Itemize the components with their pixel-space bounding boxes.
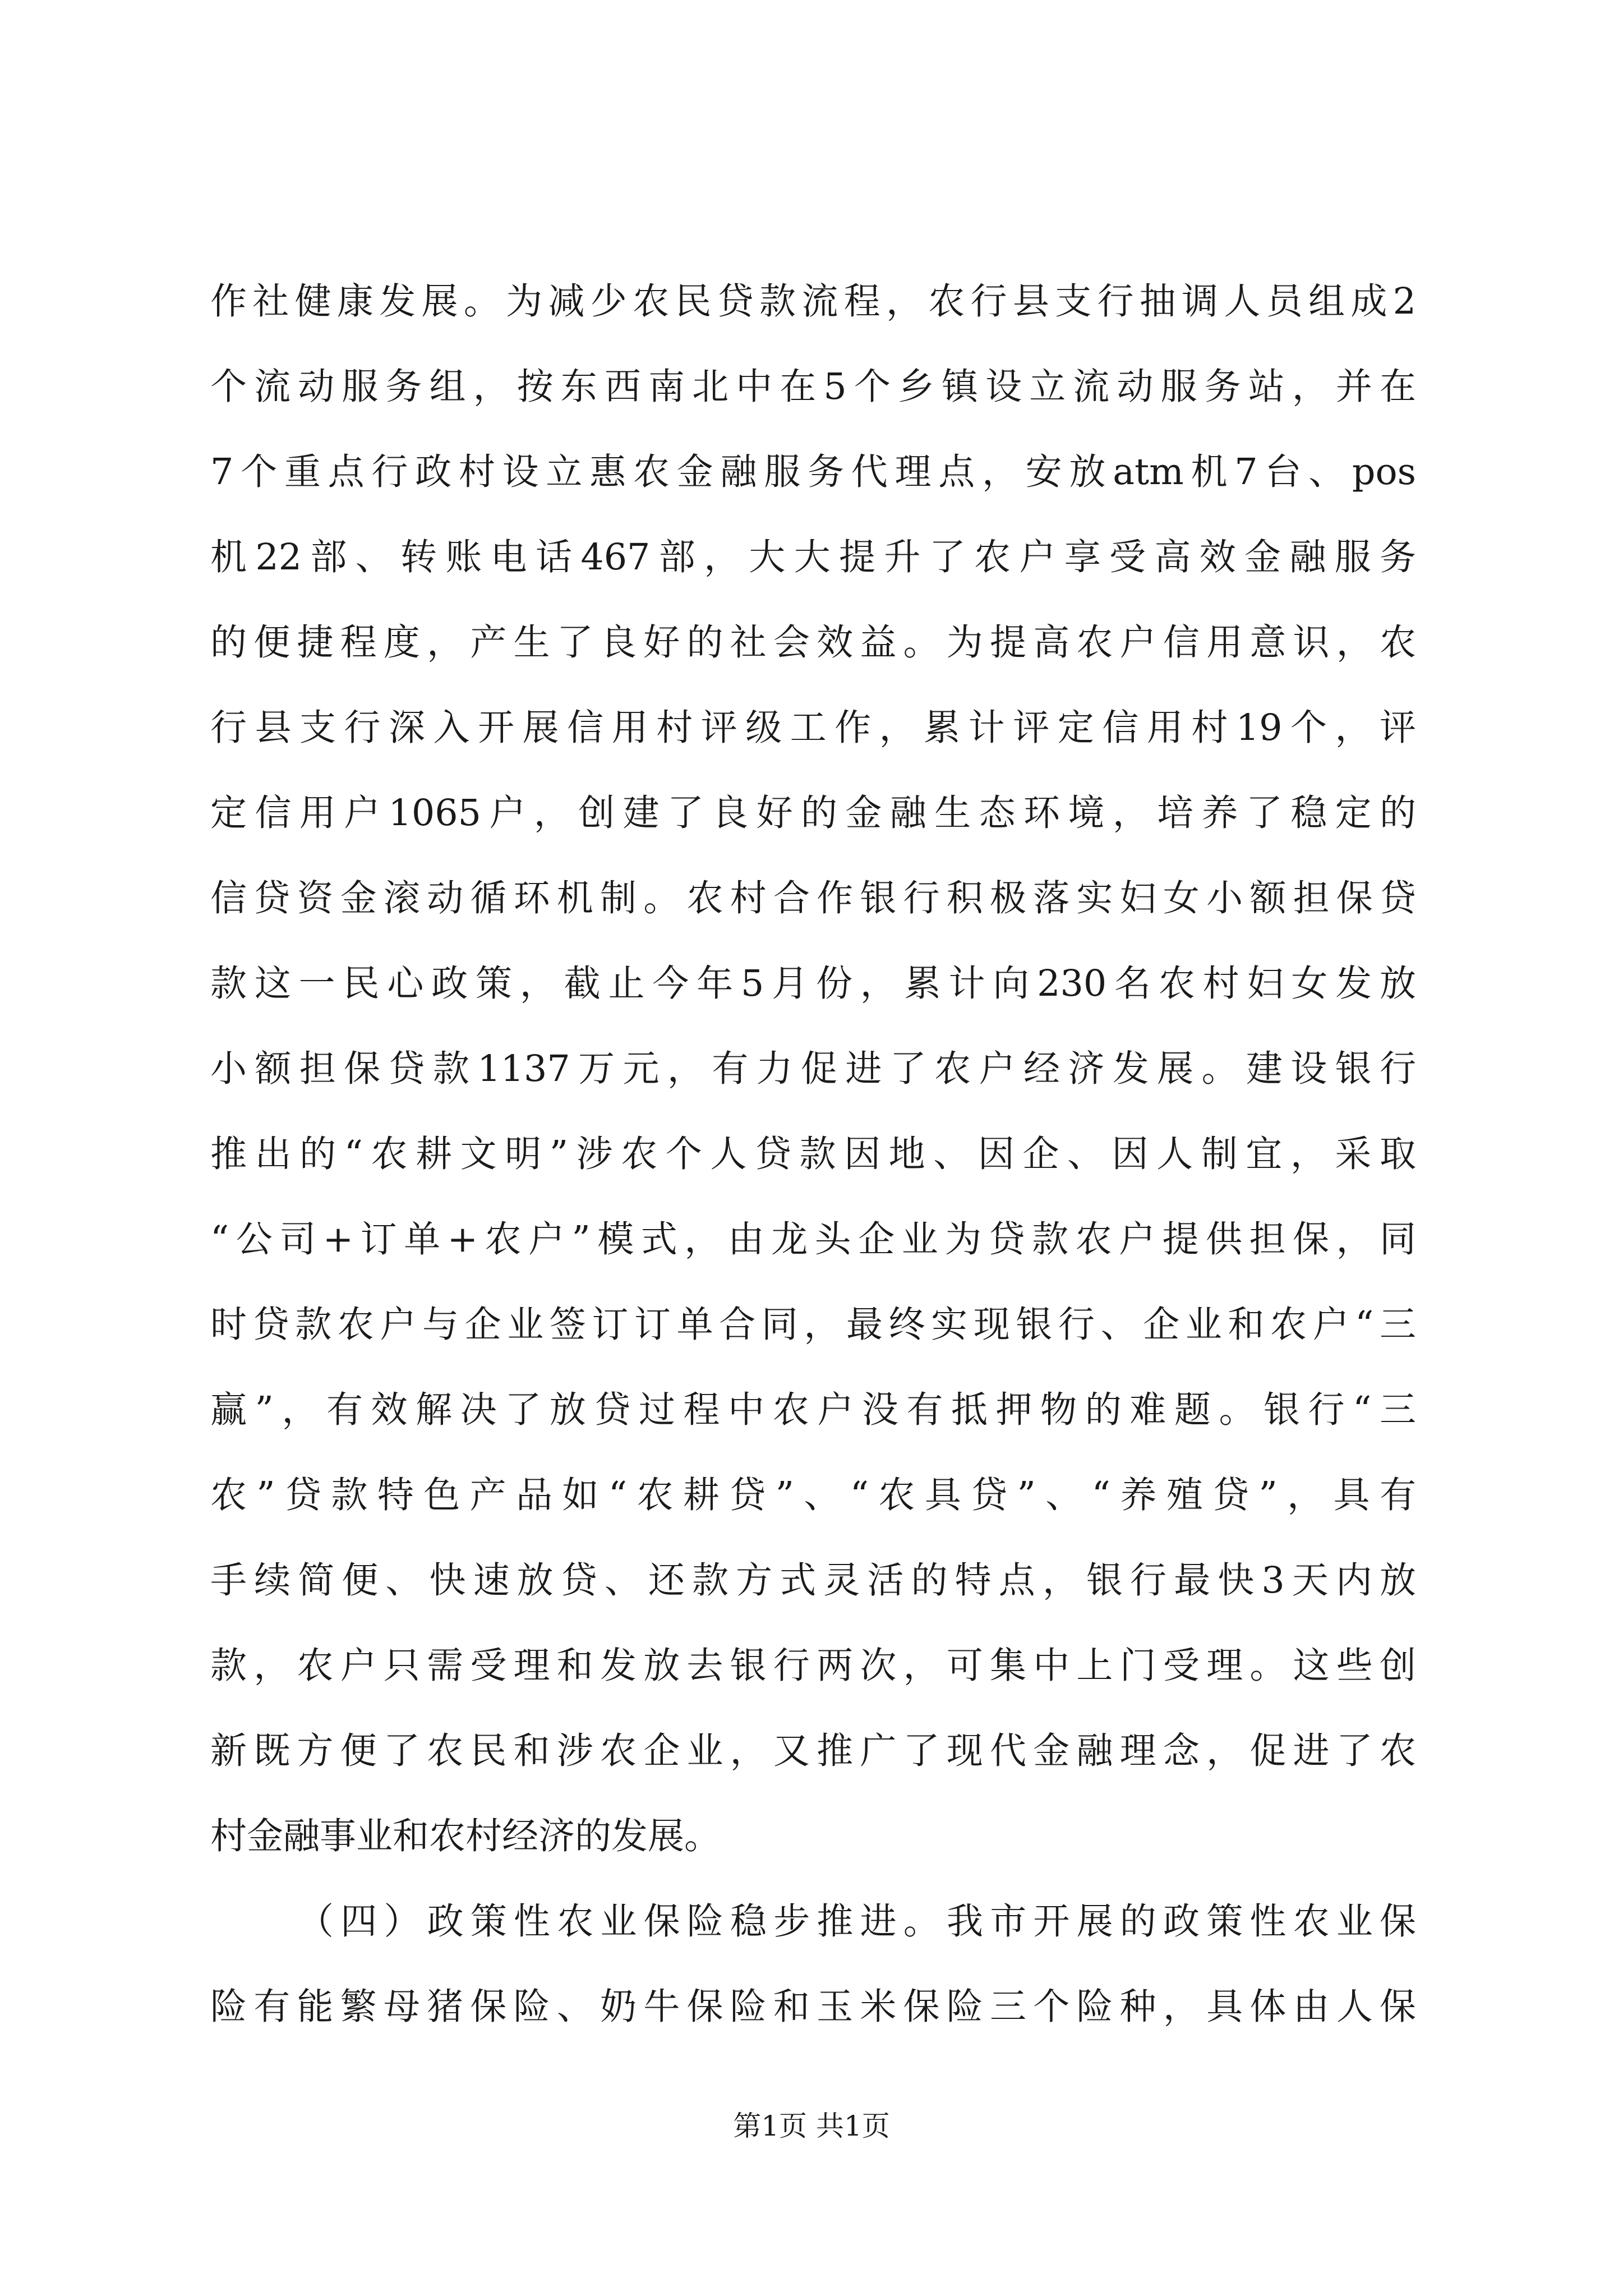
text-line: 款这一民心政策，截止今年5月份，累计向230名农村妇女发放 xyxy=(210,963,1416,1005)
text-line: 新既方便了农民和涉农企业，又推广了现代金融理念，促进了农 xyxy=(210,1730,1416,1772)
text-line: 险有能繁母猪保险、奶牛保险和玉米保险三个险种，具体由人保 xyxy=(210,1986,1416,2028)
text-line: 行县支行深入开展信用村评级工作，累计评定信用村19个，评 xyxy=(210,707,1416,749)
document-body xyxy=(210,259,1416,2050)
text-line: 的便捷程度，产生了良好的社会效益。为提高农户信用意识，农 xyxy=(210,622,1416,664)
text-line: 7个重点行政村设立惠农金融服务代理点，安放atm机7台、pos xyxy=(210,451,1416,493)
text-line: 赢”，有效解决了放贷过程中农户没有抵押物的难题。银行“三 xyxy=(210,1389,1416,1431)
text-line: 个流动服务组，按东西南北中在5个乡镇设立流动服务站，并在 xyxy=(210,366,1416,408)
text-line: 机22部、转账电话467部，大大提升了农户享受高效金融服务 xyxy=(210,536,1416,578)
page-number: 第1页 共1页 xyxy=(733,2110,890,2142)
page-footer xyxy=(0,2106,1623,2146)
text-line: 作社健康发展。为减少农民贷款流程，农行县支行抽调人员组成2 xyxy=(210,280,1416,323)
text-line: 信贷资金滚动循环机制。农村合作银行积极落实妇女小额担保贷 xyxy=(210,877,1416,919)
text-line: 村金融事业和农村经济的发展。 xyxy=(210,1815,721,1857)
text-line: 款，农户只需受理和发放去银行两次，可集中上门受理。这些创 xyxy=(210,1645,1416,1687)
paragraph-1 xyxy=(210,259,1416,1879)
text-line: 农”贷款特色产品如“农耕贷”、“农具贷”、“养殖贷”，具有 xyxy=(210,1474,1416,1516)
text-line: 小额担保贷款1137万元，有力促进了农户经济发展。建设银行 xyxy=(210,1048,1416,1090)
paragraph-2 xyxy=(210,1879,1416,2050)
text-line: “公司+订单+农户”模式，由龙头企业为贷款农户提供担保，同 xyxy=(210,1218,1416,1260)
text-line: 手续简便、快速放贷、还款方式灵活的特点，银行最快3天内放 xyxy=(210,1559,1416,1602)
text-line: 推出的“农耕文明”涉农个人贷款因地、因企、因人制宜，采取 xyxy=(210,1133,1416,1175)
text-line: （四）政策性农业保险稳步推进。我市开展的政策性农业保 xyxy=(297,1901,1416,1943)
text-line: 时贷款农户与企业签订订单合同，最终实现银行、企业和农户“三 xyxy=(210,1304,1416,1346)
text-line: 定信用户1065户，创建了良好的金融生态环境，培养了稳定的 xyxy=(210,792,1416,834)
